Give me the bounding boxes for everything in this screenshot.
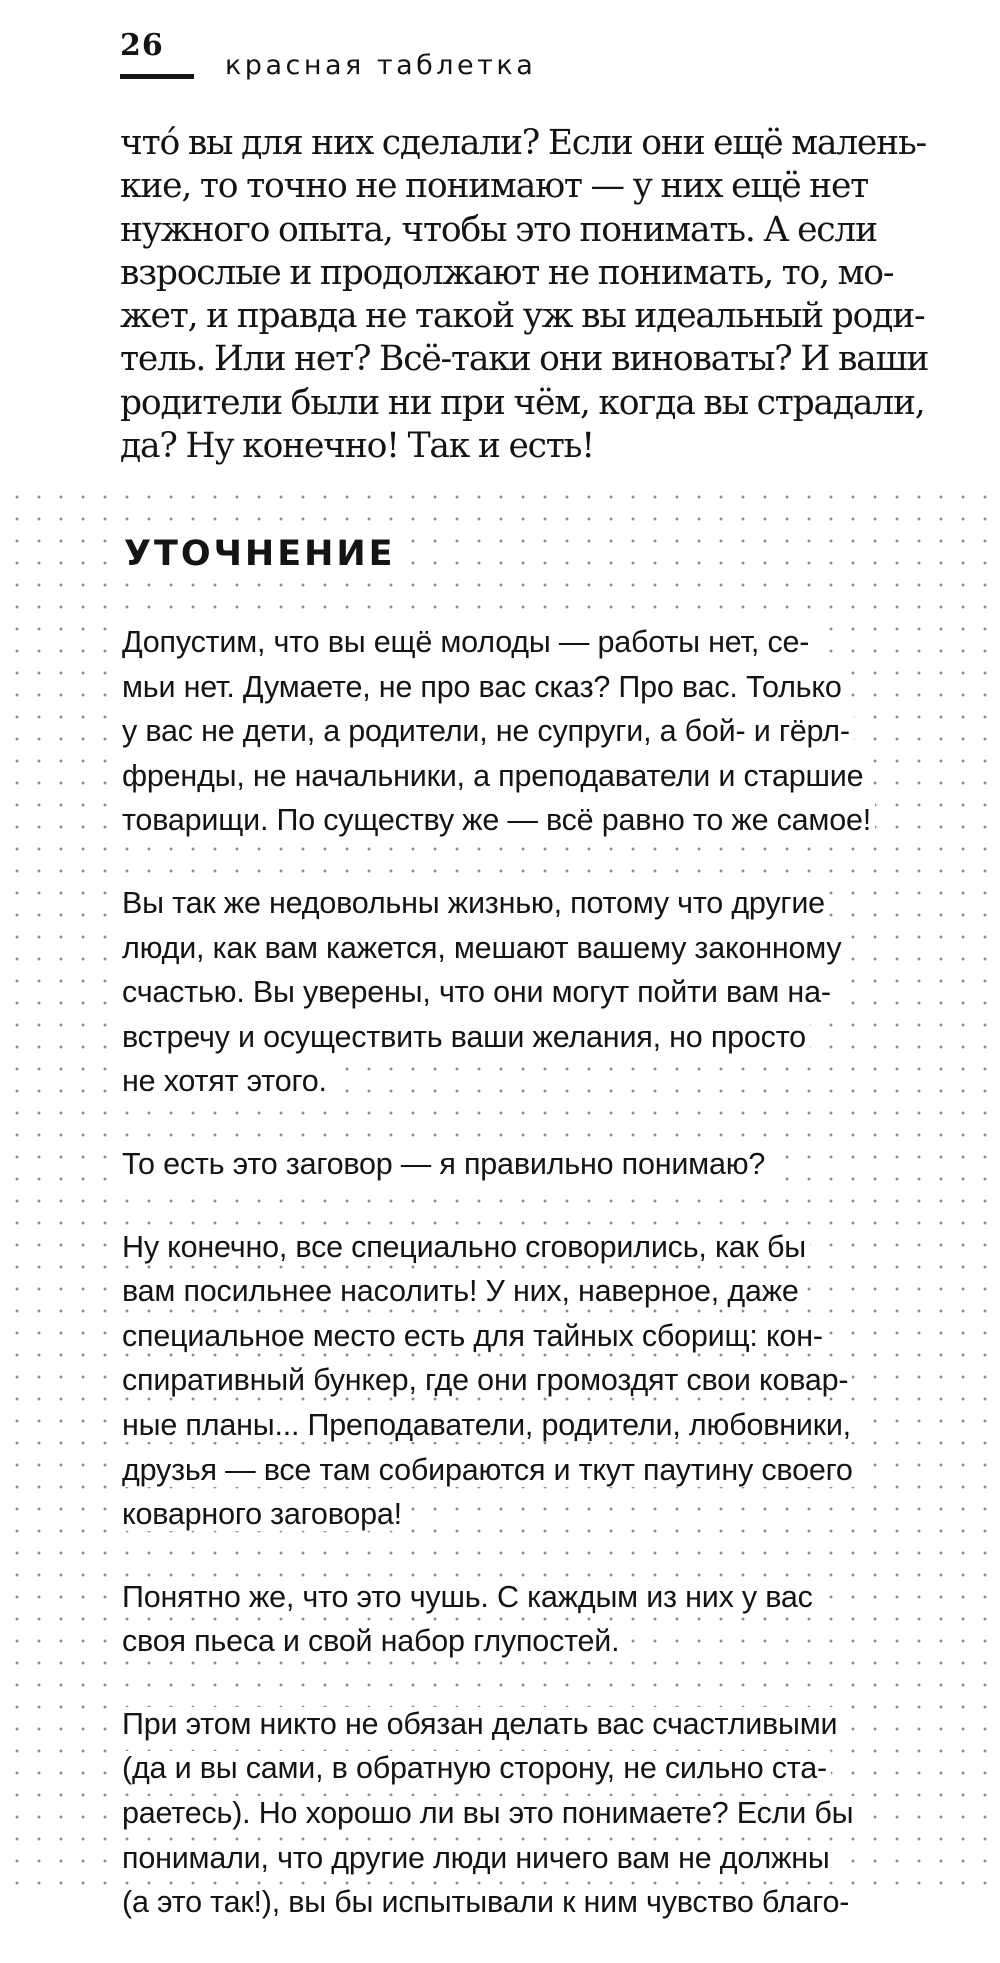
text-line: да? Ну конечно! Так и есть! [120,426,594,467]
box-body [122,620,942,1963]
box-paragraph [122,620,942,843]
text-line: Вы так же недовольны жизнью, потому что другие [122,881,942,926]
text-line: мьи нет. Думаете, не про вас сказ? Про вас. Только [122,665,942,710]
box-paragraph [122,1575,942,1664]
text-line: (да и вы сами, в обратную сторону, не сильно ста- [122,1746,942,1791]
box-title: УТОЧНЕНИЕ [122,532,402,576]
text-line: ные планы... Преподаватели, родители, любовники, [122,1403,942,1448]
box-paragraph [122,1702,942,1925]
text-line: Допустим, что вы ещё молоды — работы нет, се- [122,620,942,665]
text-line: встречу и осуществить ваши желания, но просто [122,1015,942,1060]
text-line: (а это так!), вы бы испытывали к ним чувство благо- [122,1880,942,1925]
text-line: вам посильнее насолить! У них, наверное, даже [122,1269,942,1314]
box-paragraph [122,881,942,1104]
text-line: что́ вы для них сделали? Если они ещё малень- [120,123,926,163]
running-title: красная таблетка [225,50,537,81]
text-line: друзья — все там собираются и ткут паутину своего [122,1448,942,1493]
text-line: люди, как вам кажется, мешают вашему законному [122,926,942,971]
text-line: кие, то точно не понимают — у них ещё нет [120,166,869,207]
text-line: понимали, что другие люди ничего вам не должны [122,1836,942,1881]
text-line: раетесь). Но хорошо ли вы это понимаете? Если бы [122,1791,942,1836]
text-line: нужного опыта, чтобы это понимать. А если [120,209,877,250]
intro-paragraph [120,122,940,468]
page-number: 26 [120,28,164,63]
header-rule [120,74,194,79]
text-line: у вас не дети, а родители, не супруги, а бой- и гёрл- [122,709,942,754]
text-line: взрослые и продолжают не понимать, то, мо- [120,252,894,293]
text-line: спиративный бункер, где они громоздят свои ковар- [122,1358,942,1403]
text-line: френды, не начальники, а преподаватели и старшие [122,754,942,799]
sidebar-box-dotted [0,482,1000,1920]
box-paragraph [122,1142,942,1187]
text-line: То есть это заговор — я правильно понимаю? [122,1142,942,1187]
text-line: специальное место есть для тайных сборищ: кон- [122,1314,942,1359]
text-line: Понятно же, что это чушь. С каждым из них у вас [122,1575,942,1620]
text-line: тель. Или нет? Всё-таки они виноваты? И ваши [120,339,929,380]
text-line: родители были ни при чём, когда вы страдали, [120,382,925,423]
box-paragraph [122,1225,942,1537]
text-line: не хотят этого. [122,1059,942,1104]
text-line: товарищи. По существу же — всё равно то же самое! [122,798,942,843]
text-line: коварного заговора! [122,1492,942,1537]
text-line: Ну конечно, все специально сговорились, как бы [122,1225,942,1270]
text-line: счастью. Вы уверены, что они могут пойти вам на- [122,970,942,1015]
text-line: своя пьеса и свой набор глупостей. [122,1619,942,1664]
text-line: жет, и правда не такой уж вы идеальный роди- [120,296,925,337]
text-line: При этом никто не обязан делать вас счастливыми [122,1702,942,1747]
page-header [120,22,940,92]
